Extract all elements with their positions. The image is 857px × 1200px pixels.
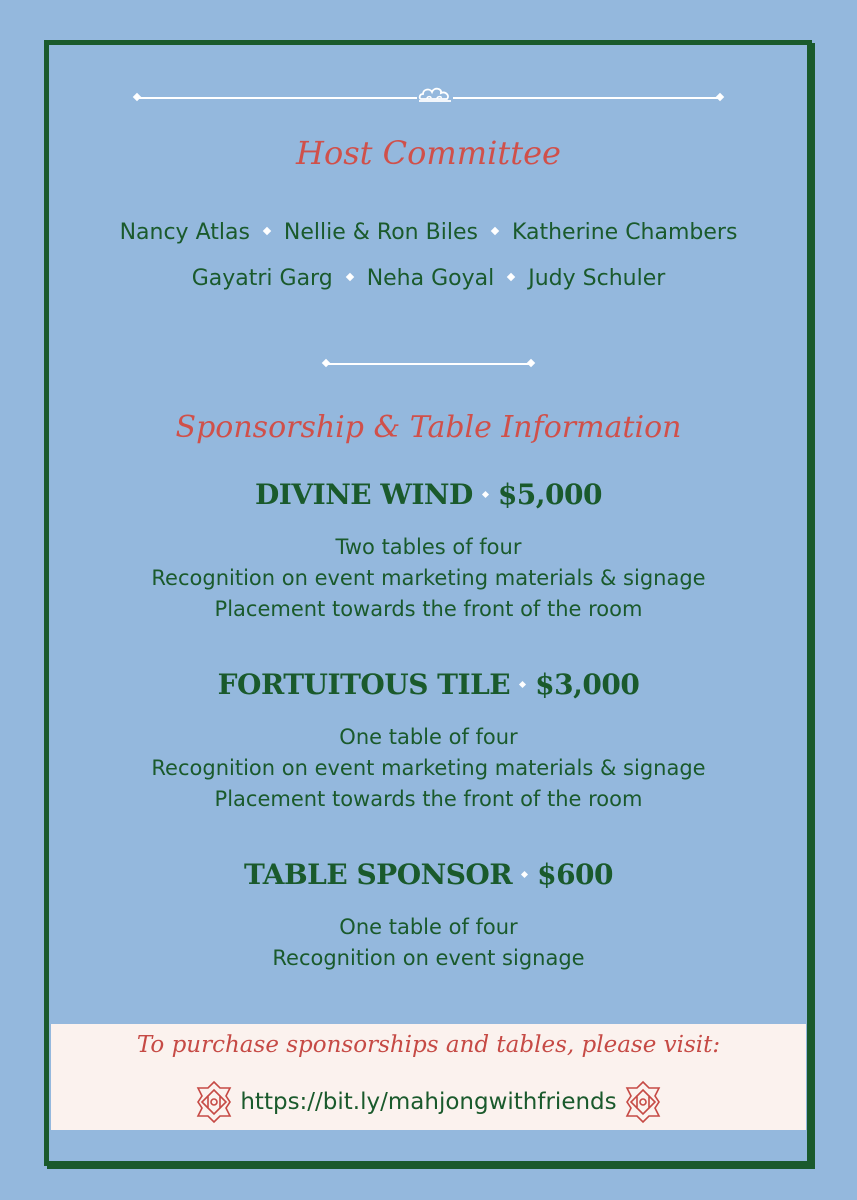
benefit-item: Recognition on event marketing materials & signage (151, 756, 706, 780)
middle-divider (326, 358, 531, 370)
benefit-item: One table of four (339, 725, 518, 749)
benefit-item: Recognition on event signage (272, 946, 585, 970)
benefit-item: One table of four (339, 915, 518, 939)
diamond-separator-icon (482, 491, 489, 498)
tier-name: DIVINE WIND (255, 478, 473, 511)
footer-banner (51, 1024, 806, 1130)
benefit-item: Placement towards the front of the room (214, 787, 643, 811)
host-committee-title: Host Committee (296, 134, 561, 172)
tier-benefits (0, 912, 857, 974)
purchase-cta: To purchase sponsorships and tables, please visit: (136, 1032, 721, 1058)
tier-benefits (0, 722, 857, 815)
top-divider (137, 92, 720, 104)
url-row (51, 1080, 806, 1124)
diamond-separator-icon (491, 227, 499, 235)
host-committee-names (0, 210, 857, 302)
cloud-icon (417, 85, 453, 105)
host-name: Gayatri Garg (191, 266, 333, 291)
tier-name: FORTUITOUS TILE (217, 668, 511, 701)
tier-name: TABLE SPONSOR (243, 858, 513, 891)
knot-icon (625, 1080, 661, 1124)
diamond-separator-icon (519, 681, 526, 688)
benefit-item: Recognition on event marketing materials & signage (151, 566, 706, 590)
host-name: Nellie & Ron Biles (283, 220, 478, 245)
host-names-row-1 (0, 210, 857, 256)
diamond-separator-icon (345, 273, 353, 281)
sponsorship-url-link[interactable]: https://bit.ly/mahjongwithfriends (240, 1089, 617, 1115)
tier-heading (0, 858, 857, 891)
sponsorship-title: Sponsorship & Table Information (175, 410, 682, 445)
host-name: Neha Goyal (366, 266, 495, 291)
tier-price: $3,000 (535, 668, 640, 701)
benefit-item: Placement towards the front of the room (214, 597, 643, 621)
host-name: Nancy Atlas (119, 220, 250, 245)
tier-heading (0, 668, 857, 701)
host-names-row-2 (0, 256, 857, 302)
diamond-separator-icon (263, 227, 271, 235)
tier-price: $600 (537, 858, 614, 891)
host-name: Katherine Chambers (511, 220, 738, 245)
knot-icon (196, 1080, 232, 1124)
tier-benefits (0, 532, 857, 625)
diamond-separator-icon (521, 871, 528, 878)
tier-heading (0, 478, 857, 511)
diamond-separator-icon (507, 273, 515, 281)
benefit-item: Two tables of four (335, 535, 522, 559)
tier-price: $5,000 (497, 478, 602, 511)
host-name: Judy Schuler (528, 266, 666, 291)
